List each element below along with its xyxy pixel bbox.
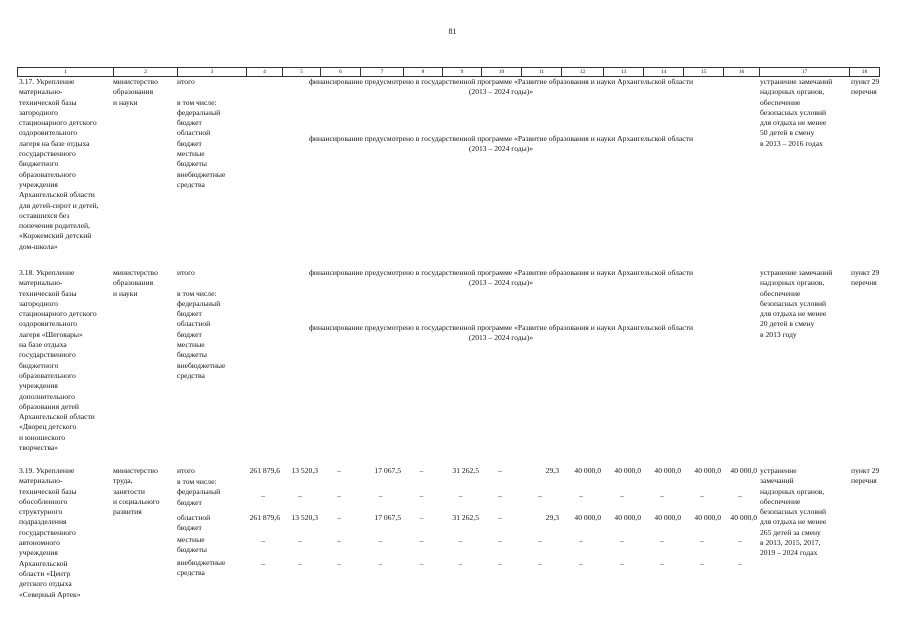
value-3-19-r0-c13: 40 000,0 — [614, 466, 641, 475]
value-3-19-r4-c10: – — [498, 559, 502, 568]
value-3-19-r0-c12: 40 000,0 — [574, 466, 601, 475]
reference-3-17: пункт 29 перечня — [851, 77, 880, 97]
value-3-19-r2-c7: 17 067,5 — [374, 513, 401, 522]
value-3-19-r3-c14: – — [660, 536, 664, 545]
value-3-19-r3-c6: – — [337, 536, 341, 545]
value-3-19-r3-c12: – — [579, 536, 583, 545]
value-3-19-r2-c4: 261 879,6 — [249, 513, 280, 522]
source-3-19-local: местные бюджеты — [177, 535, 207, 555]
financing-note-3-18-regional: финансирование предусмотрено в государственной программе «Развитие образования и науки Архангельской области (2013 – 2024 годы)» — [308, 323, 694, 343]
value-3-19-r2-c6: – — [337, 513, 341, 522]
value-3-19-r4-c12: – — [579, 559, 583, 568]
value-3-19-r4-c4: – — [261, 559, 265, 568]
value-3-19-r2-c10: – — [498, 513, 502, 522]
value-3-19-r0-c11: 29,3 — [545, 466, 559, 475]
value-3-19-r3-c15: – — [700, 536, 704, 545]
value-3-19-r3-c11: – — [538, 536, 542, 545]
executor-3-19: министерство труда, занятости и социального развития — [113, 466, 160, 517]
value-3-19-r4-c16: – — [738, 559, 742, 568]
header-col-8: 8 — [403, 68, 442, 76]
header-col-11: 11 — [521, 68, 561, 76]
value-3-19-r1-c4: – — [261, 491, 265, 500]
value-3-19-r1-c5: – — [298, 491, 302, 500]
source-3-19-regional: областной бюджет — [177, 513, 211, 533]
value-3-19-r2-c8: – — [419, 513, 424, 522]
value-3-19-r3-c10: – — [498, 536, 502, 545]
header-col-1: 1 — [17, 68, 113, 76]
value-3-19-r0-c8: – — [419, 466, 424, 475]
sources-3-17: итого в том числе: федеральный бюджет областной бюджет местные бюджеты внебюджетные средства — [177, 77, 226, 189]
page-number: 81 — [448, 27, 457, 36]
header-col-18: 18 — [849, 68, 880, 76]
header-col-9: 9 — [442, 68, 481, 76]
value-3-19-r3-c5: – — [298, 536, 302, 545]
result-3-18: устранение замечаний надзорных органов, обеспечение безопасных условий для отдыха не менее 20 детей в смену в 2013 году — [760, 268, 833, 339]
activity-3-19: 3.19. Укрепление материально- технической базы обособленного структурного подразделения государственного автономного учреждения Архангельской области «Центр детского отдыха «Северный Артек» — [19, 466, 81, 599]
header-col-17: 17 — [759, 68, 849, 76]
value-3-19-r2-c5: 13 520,3 — [291, 513, 318, 522]
value-3-19-r3-c9: – — [458, 536, 463, 545]
executor-3-18: министерство образования и науки — [113, 268, 158, 298]
value-3-19-r0-c5: 13 520,3 — [291, 466, 318, 475]
header-col-14: 14 — [643, 68, 683, 76]
value-3-19-r1-c7: – — [378, 491, 383, 500]
value-3-19-r4-c13: – — [620, 559, 624, 568]
value-3-19-r3-c4: – — [261, 536, 265, 545]
header-col-15: 15 — [683, 68, 723, 76]
result-3-17: устранение замечаний надзорных органов, обеспечение безопасных условий для отдыха не менее 50 детей в смену в 2013 – 2016 годах — [760, 77, 833, 148]
value-3-19-r1-c6: – — [337, 491, 341, 500]
financing-note-3-18-total: финансирование предусмотрено в государственной программе «Развитие образования и науки Архангельской области (2013 – 2024 годы)» — [308, 268, 694, 288]
header-col-4: 4 — [246, 68, 282, 76]
value-3-19-r0-c9: 31 262,5 — [452, 466, 479, 475]
value-3-19-r2-c13: 40 000,0 — [614, 513, 641, 522]
value-3-19-r1-c8: – — [419, 491, 424, 500]
value-3-19-r3-c8: – — [419, 536, 424, 545]
activity-3-17: 3.17. Укрепление материально- технической базы загородного стационарного детского оздоровительного лагеря на базе отдыха государственного бюджетного образовательного учреждения Архангельской области для детей-сирот и детей, оставшихся без попечения родителей, «Коржемский детский дом-школа» — [19, 77, 99, 251]
value-3-19-r2-c9: 31 262,5 — [452, 513, 479, 522]
value-3-19-r0-c16: 40 000,0 — [730, 466, 757, 475]
value-3-19-r2-c14: 40 000,0 — [654, 513, 681, 522]
header-col-7: 7 — [360, 68, 403, 76]
header-col-12: 12 — [561, 68, 603, 76]
financing-note-3-17-regional: финансирование предусмотрено в государственной программе «Развитие образования и науки Архангельской области (2013 – 2024 годы)» — [308, 134, 694, 154]
value-3-19-r1-c14: – — [660, 491, 664, 500]
source-3-19-federal: в том числе: федеральный бюджет — [177, 477, 221, 507]
value-3-19-r4-c5: – — [298, 559, 302, 568]
value-3-19-r1-c13: – — [620, 491, 624, 500]
value-3-19-r0-c14: 40 000,0 — [654, 466, 681, 475]
header-col-10: 10 — [481, 68, 521, 76]
value-3-19-r2-c16: 40 000,0 — [730, 513, 757, 522]
header-col-16: 16 — [723, 68, 759, 76]
header-col-2: 2 — [113, 68, 177, 76]
value-3-19-r4-c11: – — [538, 559, 542, 568]
value-3-19-r4-c7: – — [378, 559, 383, 568]
header-col-6: 6 — [320, 68, 360, 76]
source-3-19-extrabudgetary: внебюджетные средства — [177, 558, 226, 578]
financing-note-3-17-total: финансирование предусмотрено в государственной программе «Развитие образования и науки Архангельской области (2013 – 2024 годы)» — [308, 77, 694, 97]
value-3-19-r0-c7: 17 067,5 — [374, 466, 401, 475]
value-3-19-r1-c16: – — [738, 491, 742, 500]
value-3-19-r1-c11: – — [538, 491, 542, 500]
reference-3-18: пункт 29 перечня — [851, 268, 880, 288]
value-3-19-r4-c9: – — [458, 559, 463, 568]
reference-3-19: пункт 29 перечня — [851, 466, 880, 486]
value-3-19-r2-c12: 40 000,0 — [574, 513, 601, 522]
result-3-19: устранение замечаний надзорных органов, обеспечение безопасных условий для отдыха не менее 265 детей за смену в 2013, 2015, 2017, 2019 – 2024 годах — [760, 466, 827, 558]
value-3-19-r2-c15: 40 000,0 — [694, 513, 721, 522]
value-3-19-r3-c7: – — [378, 536, 383, 545]
value-3-19-r4-c6: – — [337, 559, 341, 568]
value-3-19-r4-c15: – — [700, 559, 704, 568]
executor-3-17: министерство образования и науки — [113, 77, 158, 107]
table-header-row — [17, 67, 880, 77]
sources-3-18: итого в том числе: федеральный бюджет областной бюджет местные бюджеты внебюджетные средства — [177, 268, 226, 380]
value-3-19-r4-c14: – — [660, 559, 664, 568]
value-3-19-r0-c6: – — [337, 466, 341, 475]
value-3-19-r1-c12: – — [579, 491, 583, 500]
value-3-19-r2-c11: 29,3 — [545, 513, 559, 522]
value-3-19-r1-c15: – — [700, 491, 704, 500]
value-3-19-r0-c15: 40 000,0 — [694, 466, 721, 475]
header-col-3: 3 — [177, 68, 246, 76]
value-3-19-r0-c10: – — [498, 466, 502, 475]
value-3-19-r0-c4: 261 879,6 — [249, 466, 280, 475]
value-3-19-r3-c13: – — [620, 536, 624, 545]
value-3-19-r1-c10: – — [498, 491, 502, 500]
source-3-19-total: итого — [177, 466, 195, 475]
header-col-5: 5 — [282, 68, 320, 76]
value-3-19-r1-c9: – — [458, 491, 463, 500]
header-col-13: 13 — [603, 68, 643, 76]
value-3-19-r3-c16: – — [738, 536, 742, 545]
activity-3-18: 3.18. Укрепление материально- технической базы загородного стационарного детского оздоровительного лагеря «Шеговары» на базе отдыха государственного бюджетного образовательного учреждения дополнительного образования детей Архангельской области «Дворец детского и юношеского творчества» — [19, 268, 97, 453]
value-3-19-r4-c8: – — [419, 559, 424, 568]
